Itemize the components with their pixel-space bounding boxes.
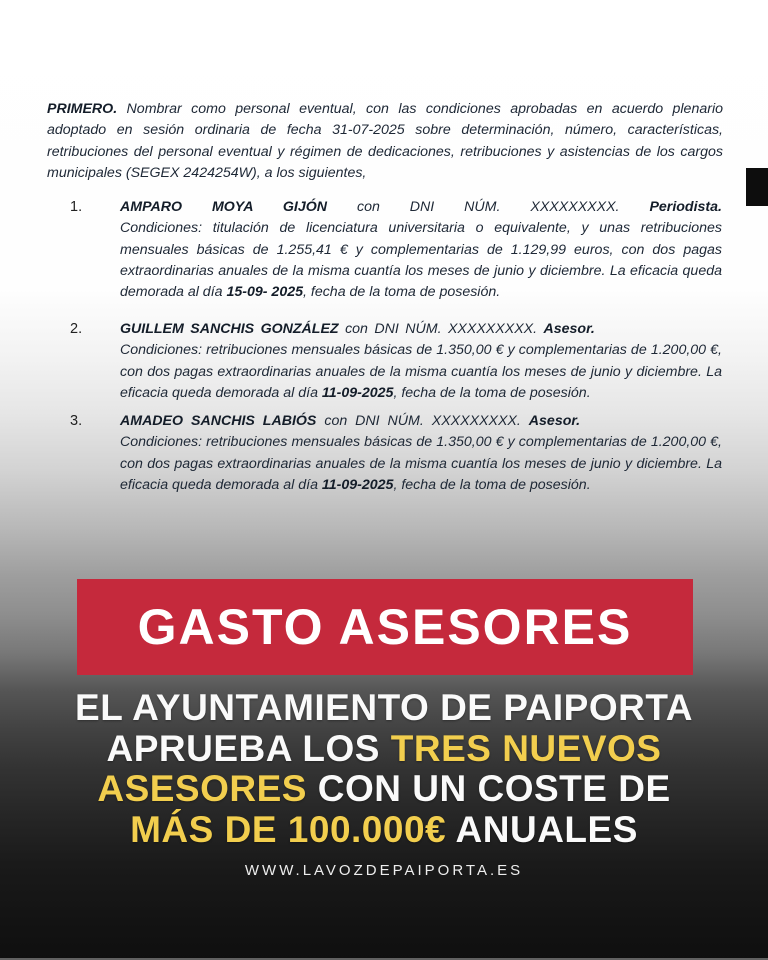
person-role: Periodista. — [649, 199, 722, 215]
topic-banner — [77, 579, 693, 675]
item-title-line — [120, 319, 722, 340]
effective-date: 15-09- 2025 — [226, 284, 303, 301]
item-title-line — [120, 197, 722, 218]
headline — [0, 688, 768, 850]
item-number: 2. — [70, 321, 83, 337]
list-item — [70, 319, 722, 404]
conditions-body: Condiciones: retribuciones mensuales básicas de 1.350,00 € y complementarias de 1.200,00 €, con dos pagas extraordinarias anuales de la misma cuantía los meses de junio y diciembre. La eficacia queda demorada al día — [120, 342, 722, 401]
headline-highlight: MÁS DE 100.000€ — [130, 808, 447, 850]
person-role: Asesor. — [528, 413, 581, 429]
conditions-body: Condiciones: retribuciones mensuales básicas de 1.350,00 € y complementarias de 1.200,00 €, con dos pagas extraordinarias anuales de la misma cuantía los meses de junio y diciembre. La eficacia queda demorada al día — [120, 434, 722, 493]
headline-text: CON UN COSTE DE — [306, 768, 671, 809]
person-name: AMADEO SANCHIS LABIÓS — [120, 413, 317, 429]
headline-line-4 — [0, 810, 768, 851]
item-title-line — [120, 411, 722, 432]
headline-line-1 — [0, 688, 768, 729]
conditions-text — [120, 340, 722, 404]
intro-text: Nombrar como personal eventual, con las condiciones aprobadas en acuerdo plenario adoptado en sesión ordinaria de fecha 31-07-2025 sobre determinación, número, características, retribuciones del personal eventual y régimen de dedicaciones, retribuciones y asistencias de los cargos municipales (SEGEX 2424254W), a los siguientes, — [47, 101, 723, 182]
conditions-text — [120, 432, 722, 496]
intro-paragraph — [47, 99, 723, 184]
headline-text: APRUEBA LOS — [106, 727, 391, 769]
headline-line-3 — [0, 769, 768, 810]
effective-date: 11-09-2025 — [321, 384, 394, 401]
headline-highlight: TRES NUEVOS — [390, 727, 662, 769]
item-number: 3. — [70, 413, 83, 429]
headline-highlight: ASESORES — [97, 768, 307, 809]
person-name: AMPARO MOYA GIJÓN — [120, 199, 328, 215]
conditions-tail: , fecha de la toma de posesión. — [393, 476, 591, 493]
headline-line-2 — [0, 729, 768, 770]
effective-date: 11-09-2025 — [321, 476, 394, 493]
conditions-body: Condiciones: titulación de licenciatura universitaria o equivalente, y unas retribuciones mensuales básicas de 1.255,41 € y complementarias de 1.129,99 euros, con dos pagas extraordinarias anuales de la misma cuantía los meses de junio y diciembre. La eficacia queda demorada al día — [120, 220, 722, 301]
conditions-tail: , fecha de la toma de posesión. — [393, 384, 591, 401]
item-number: 1. — [70, 199, 83, 215]
person-role: Asesor. — [543, 321, 595, 337]
headline-text: ANUALES — [446, 808, 638, 850]
dni-text: con DNI NÚM. XXXXXXXXX. — [324, 413, 521, 429]
banner-title: GASTO ASESORES — [137, 599, 633, 655]
intro-lead: PRIMERO. — [47, 101, 118, 118]
conditions-text — [120, 218, 722, 303]
person-name: GUILLEM SANCHIS GONZÁLEZ — [120, 321, 339, 337]
dni-text: con DNI NÚM. XXXXXXXXX. — [356, 199, 620, 215]
list-item — [70, 411, 722, 496]
scan-redaction-mark — [746, 168, 768, 206]
website-url: WWW.LAVOZDEPAIPORTA.ES — [244, 862, 524, 879]
conditions-tail: , fecha de la toma de posesión. — [303, 284, 501, 301]
dni-text: con DNI NÚM. XXXXXXXXX. — [345, 321, 538, 337]
headline-text: EL AYUNTAMIENTO DE PAIPORTA — [75, 687, 693, 728]
list-item — [70, 197, 722, 303]
